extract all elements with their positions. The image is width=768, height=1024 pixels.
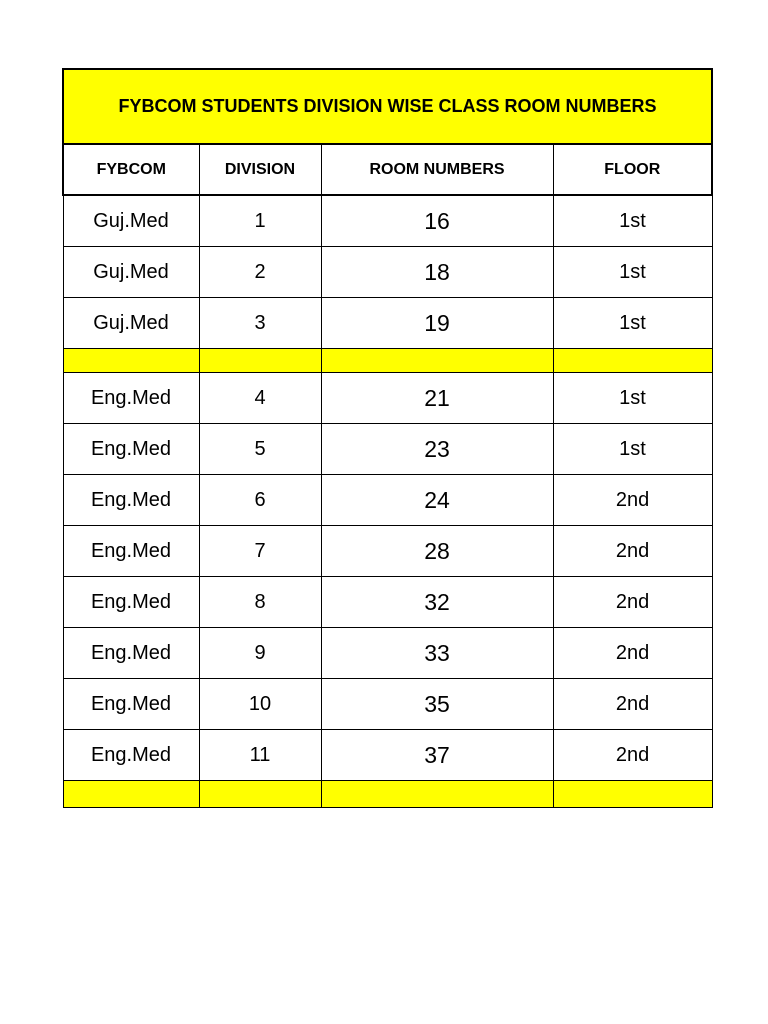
column-header-floor: FLOOR (553, 144, 712, 195)
medium-cell: Guj.Med (63, 298, 199, 349)
separator-cell (553, 349, 712, 373)
medium-cell: Guj.Med (63, 247, 199, 298)
medium-cell: Eng.Med (63, 628, 199, 679)
floor-cell: 1st (553, 298, 712, 349)
floor-cell: 2nd (553, 526, 712, 577)
table-row (63, 526, 712, 577)
floor-cell: 2nd (553, 577, 712, 628)
room-allocation-table (62, 68, 713, 808)
division-cell: 6 (199, 475, 321, 526)
medium-cell: Eng.Med (63, 475, 199, 526)
division-cell: 3 (199, 298, 321, 349)
medium-cell: Guj.Med (63, 195, 199, 247)
division-cell: 4 (199, 373, 321, 424)
division-cell: 5 (199, 424, 321, 475)
separator-cell (63, 781, 199, 808)
medium-cell: Eng.Med (63, 373, 199, 424)
division-cell: 11 (199, 730, 321, 781)
medium-cell: Eng.Med (63, 730, 199, 781)
room-cell: 24 (321, 475, 553, 526)
separator-cell (321, 781, 553, 808)
table-row (63, 373, 712, 424)
separator-row (63, 781, 712, 808)
column-header-division: DIVISION (199, 144, 321, 195)
floor-cell: 2nd (553, 730, 712, 781)
room-cell: 16 (321, 195, 553, 247)
separator-cell (199, 781, 321, 808)
medium-cell: Eng.Med (63, 424, 199, 475)
table-row (63, 679, 712, 730)
column-header-fybcom: FYBCOM (63, 144, 199, 195)
table-row (63, 628, 712, 679)
table-row (63, 195, 712, 247)
room-cell: 21 (321, 373, 553, 424)
table-row (63, 298, 712, 349)
room-cell: 19 (321, 298, 553, 349)
separator-cell (63, 349, 199, 373)
header-row (63, 144, 712, 195)
room-cell: 32 (321, 577, 553, 628)
medium-cell: Eng.Med (63, 577, 199, 628)
table-row (63, 247, 712, 298)
division-cell: 2 (199, 247, 321, 298)
table-row (63, 730, 712, 781)
room-cell: 37 (321, 730, 553, 781)
table-row (63, 475, 712, 526)
division-cell: 10 (199, 679, 321, 730)
floor-cell: 1st (553, 195, 712, 247)
division-cell: 9 (199, 628, 321, 679)
separator-row (63, 349, 712, 373)
floor-cell: 2nd (553, 475, 712, 526)
division-cell: 1 (199, 195, 321, 247)
floor-cell: 1st (553, 424, 712, 475)
floor-cell: 1st (553, 373, 712, 424)
room-cell: 28 (321, 526, 553, 577)
division-cell: 7 (199, 526, 321, 577)
title-row (63, 69, 712, 144)
separator-cell (553, 781, 712, 808)
floor-cell: 2nd (553, 679, 712, 730)
room-cell: 35 (321, 679, 553, 730)
separator-cell (199, 349, 321, 373)
medium-cell: Eng.Med (63, 679, 199, 730)
room-cell: 33 (321, 628, 553, 679)
room-cell: 23 (321, 424, 553, 475)
table-row (63, 577, 712, 628)
room-cell: 18 (321, 247, 553, 298)
floor-cell: 2nd (553, 628, 712, 679)
division-cell: 8 (199, 577, 321, 628)
floor-cell: 1st (553, 247, 712, 298)
room-allocation-sheet (62, 68, 711, 808)
table-title: FYBCOM STUDENTS DIVISION WISE CLASS ROOM NUMBERS (63, 69, 712, 144)
separator-cell (321, 349, 553, 373)
column-header-room-numbers: ROOM NUMBERS (321, 144, 553, 195)
table-row (63, 424, 712, 475)
medium-cell: Eng.Med (63, 526, 199, 577)
